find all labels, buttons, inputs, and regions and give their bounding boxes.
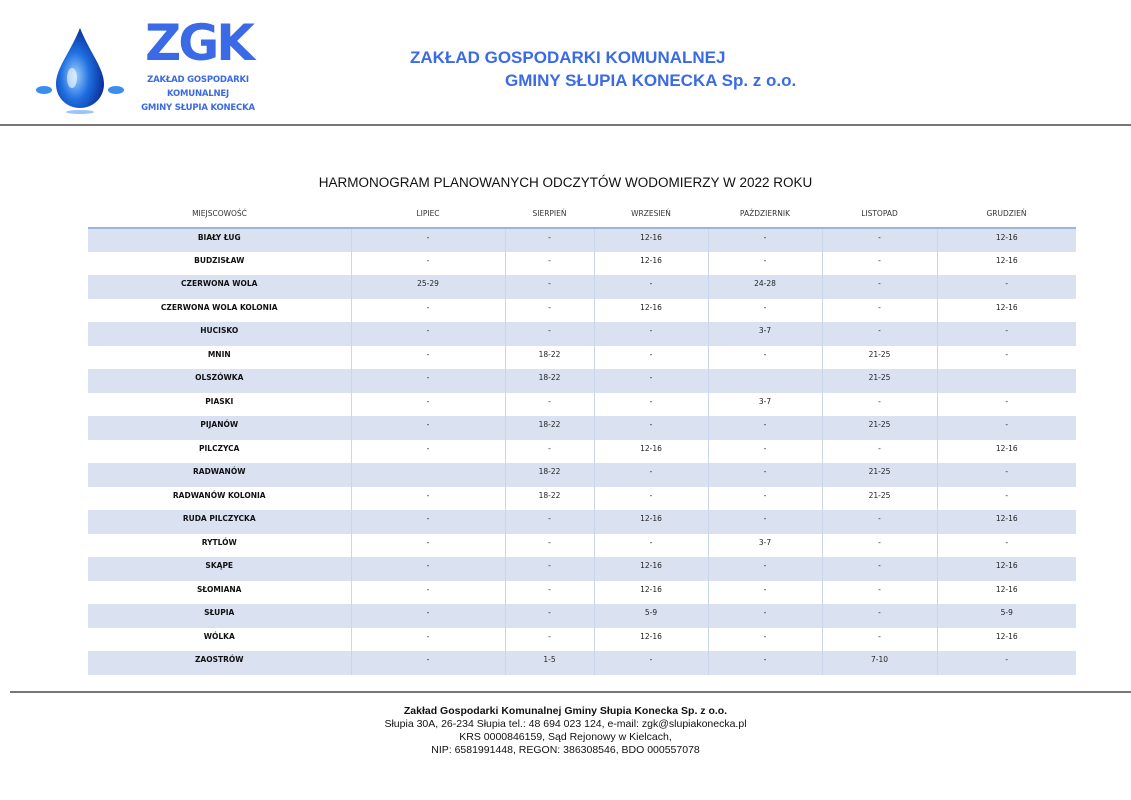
date-cell: - — [822, 534, 937, 558]
date-cell: - — [505, 628, 594, 652]
date-cell: - — [351, 604, 505, 628]
table-row — [88, 463, 1076, 487]
date-cell: - — [351, 228, 505, 252]
header-row — [88, 200, 1076, 228]
date-cell — [708, 369, 822, 393]
date-cell: - — [594, 534, 708, 558]
column-header: LISTOPAD — [822, 200, 937, 228]
date-cell: 12-16 — [937, 510, 1076, 534]
date-cell: 24-28 — [708, 275, 822, 299]
header-divider — [0, 124, 1131, 126]
date-cell: - — [708, 440, 822, 464]
date-cell: 12-16 — [594, 252, 708, 276]
locality-cell: RUDA PILCZYCKA — [88, 510, 351, 534]
date-cell: - — [594, 393, 708, 417]
locality-cell: BUDZISŁAW — [88, 252, 351, 276]
table-row — [88, 581, 1076, 605]
date-cell: - — [505, 440, 594, 464]
locality-cell: ZAOSTRÓW — [88, 651, 351, 675]
logo-line: ZAKŁAD GOSPODARKI — [147, 75, 249, 85]
date-cell: 12-16 — [937, 581, 1076, 605]
logo-mark: ZGK — [145, 14, 253, 72]
date-cell: - — [351, 557, 505, 581]
table-row — [88, 346, 1076, 370]
date-cell: - — [505, 557, 594, 581]
date-cell: 21-25 — [822, 487, 937, 511]
date-cell: - — [351, 416, 505, 440]
column-header: SIERPIEŃ — [505, 200, 594, 228]
table-row — [88, 228, 1076, 252]
date-cell: - — [937, 346, 1076, 370]
table-row — [88, 487, 1076, 511]
date-cell: 3-7 — [708, 393, 822, 417]
date-cell: - — [505, 534, 594, 558]
date-cell: - — [937, 322, 1076, 346]
date-cell: 12-16 — [594, 510, 708, 534]
footer — [0, 705, 1131, 757]
date-cell: - — [708, 463, 822, 487]
logo-line: GMINY SŁUPIA KONECKA — [141, 103, 255, 113]
table-row — [88, 393, 1076, 417]
date-cell: - — [822, 322, 937, 346]
date-cell: - — [708, 487, 822, 511]
date-cell: - — [822, 275, 937, 299]
date-cell: - — [708, 604, 822, 628]
date-cell: - — [937, 534, 1076, 558]
date-cell: - — [505, 510, 594, 534]
date-cell: - — [708, 510, 822, 534]
date-cell: - — [351, 651, 505, 675]
date-cell: - — [708, 557, 822, 581]
date-cell: 3-7 — [708, 322, 822, 346]
locality-cell: PIJANÓW — [88, 416, 351, 440]
date-cell: - — [822, 604, 937, 628]
date-cell: - — [351, 369, 505, 393]
date-cell: - — [505, 581, 594, 605]
date-cell: - — [822, 510, 937, 534]
date-cell: 3-7 — [708, 534, 822, 558]
table-row — [88, 275, 1076, 299]
date-cell: 21-25 — [822, 369, 937, 393]
date-cell: - — [937, 393, 1076, 417]
date-cell — [937, 369, 1076, 393]
date-cell: 12-16 — [937, 299, 1076, 323]
date-cell: 5-9 — [594, 604, 708, 628]
date-cell: - — [937, 651, 1076, 675]
date-cell: - — [351, 628, 505, 652]
date-cell: - — [708, 651, 822, 675]
date-cell: - — [822, 228, 937, 252]
date-cell: 12-16 — [594, 581, 708, 605]
table-row — [88, 628, 1076, 652]
date-cell: 18-22 — [505, 369, 594, 393]
footer-address: Słupia 30A, 26-234 Słupia tel.: 48 694 023 124, e-mail: zgk@slupiakonecka.pl — [384, 718, 747, 730]
date-cell: - — [351, 299, 505, 323]
date-cell: 12-16 — [937, 228, 1076, 252]
date-cell: - — [351, 581, 505, 605]
company-name-line1: ZAKŁAD GOSPODARKI KOMUNALNEJ — [410, 48, 726, 67]
date-cell: 12-16 — [594, 557, 708, 581]
date-cell: 1-5 — [505, 651, 594, 675]
logo-line: KOMUNALNEJ — [167, 89, 229, 99]
footer-krs: KRS 0000846159, Sąd Rejonowy w Kielcach, — [459, 731, 672, 743]
date-cell: 21-25 — [822, 346, 937, 370]
date-cell: 18-22 — [505, 463, 594, 487]
table-row — [88, 416, 1076, 440]
date-cell: - — [937, 487, 1076, 511]
date-cell: 25-29 — [351, 275, 505, 299]
date-cell: - — [822, 440, 937, 464]
date-cell: - — [937, 416, 1076, 440]
date-cell: - — [594, 463, 708, 487]
date-cell: - — [937, 275, 1076, 299]
locality-cell: HUCISKO — [88, 322, 351, 346]
date-cell: - — [351, 322, 505, 346]
column-header: WRZESIEŃ — [594, 200, 708, 228]
footer-company: Zakład Gospodarki Komunalnej Gminy Słupia Konecka Sp. z o.o. — [403, 705, 728, 717]
date-cell: - — [351, 487, 505, 511]
schedule-table — [88, 200, 1076, 675]
date-cell: - — [594, 651, 708, 675]
date-cell: 12-16 — [937, 557, 1076, 581]
table-row — [88, 534, 1076, 558]
locality-cell: SŁUPIA — [88, 604, 351, 628]
date-cell: - — [594, 487, 708, 511]
locality-cell: SŁOMIANA — [88, 581, 351, 605]
date-cell: 12-16 — [594, 299, 708, 323]
locality-cell: BIAŁY ŁUG — [88, 228, 351, 252]
date-cell: 12-16 — [937, 628, 1076, 652]
column-header: LIPIEC — [351, 200, 505, 228]
locality-cell: RYTLÓW — [88, 534, 351, 558]
locality-cell: PILCZYCA — [88, 440, 351, 464]
date-cell: - — [822, 628, 937, 652]
date-cell: - — [505, 252, 594, 276]
table-row — [88, 651, 1076, 675]
table-row — [88, 604, 1076, 628]
date-cell — [351, 463, 505, 487]
locality-cell: CZERWONA WOLA KOLONIA — [88, 299, 351, 323]
date-cell: 12-16 — [937, 440, 1076, 464]
date-cell: 12-16 — [594, 628, 708, 652]
column-header: PAŹDZIERNIK — [708, 200, 822, 228]
date-cell: - — [594, 322, 708, 346]
locality-cell: WÓLKA — [88, 628, 351, 652]
date-cell: - — [594, 275, 708, 299]
footer-divider — [10, 691, 1131, 693]
company-name-line2: GMINY SŁUPIA KONECKA Sp. z o.o. — [505, 71, 797, 90]
water-drop-icon — [30, 18, 130, 118]
table-row — [88, 252, 1076, 276]
footer-nip: NIP: 6581991448, REGON: 386308546, BDO 000557078 — [431, 744, 700, 756]
date-cell: - — [351, 393, 505, 417]
locality-cell: PIASKI — [88, 393, 351, 417]
date-cell: - — [822, 581, 937, 605]
date-cell: 21-25 — [822, 416, 937, 440]
date-cell: - — [505, 604, 594, 628]
table-row — [88, 369, 1076, 393]
date-cell: 18-22 — [505, 346, 594, 370]
date-cell: - — [822, 393, 937, 417]
column-header: MIEJSCOWOŚĆ — [88, 200, 351, 228]
date-cell: 12-16 — [594, 228, 708, 252]
date-cell: - — [708, 416, 822, 440]
locality-cell: MNIN — [88, 346, 351, 370]
date-cell: - — [351, 346, 505, 370]
date-cell: 12-16 — [937, 252, 1076, 276]
locality-cell: RADWANÓW KOLONIA — [88, 487, 351, 511]
date-cell: - — [505, 228, 594, 252]
date-cell: 21-25 — [822, 463, 937, 487]
locality-cell: CZERWONA WOLA — [88, 275, 351, 299]
document-title: HARMONOGRAM PLANOWANYCH ODCZYTÓW WODOMIERZY W 2022 ROKU — [318, 175, 813, 190]
date-cell: - — [708, 581, 822, 605]
date-cell: - — [708, 228, 822, 252]
date-cell: - — [351, 440, 505, 464]
date-cell: - — [822, 252, 937, 276]
table-row — [88, 510, 1076, 534]
date-cell: - — [351, 510, 505, 534]
table-row — [88, 440, 1076, 464]
date-cell: 18-22 — [505, 416, 594, 440]
date-cell: - — [505, 393, 594, 417]
date-cell: - — [708, 628, 822, 652]
date-cell: - — [822, 557, 937, 581]
table-row — [88, 557, 1076, 581]
date-cell: 7-10 — [822, 651, 937, 675]
table-row — [88, 322, 1076, 346]
locality-cell: SKĄPE — [88, 557, 351, 581]
date-cell: 5-9 — [937, 604, 1076, 628]
date-cell: - — [505, 299, 594, 323]
date-cell: - — [708, 299, 822, 323]
locality-cell: RADWANÓW — [88, 463, 351, 487]
date-cell: - — [505, 275, 594, 299]
date-cell: - — [708, 346, 822, 370]
date-cell: 12-16 — [594, 440, 708, 464]
date-cell: - — [594, 416, 708, 440]
date-cell: - — [505, 322, 594, 346]
date-cell: - — [708, 252, 822, 276]
date-cell: - — [594, 369, 708, 393]
date-cell: - — [937, 463, 1076, 487]
date-cell: - — [822, 299, 937, 323]
date-cell: 18-22 — [505, 487, 594, 511]
date-cell: - — [351, 252, 505, 276]
locality-cell: OLSZÓWKA — [88, 369, 351, 393]
company-logo — [30, 14, 260, 118]
date-cell: - — [351, 534, 505, 558]
date-cell: - — [594, 346, 708, 370]
column-header: GRUDZIEŃ — [937, 200, 1076, 228]
table-row — [88, 299, 1076, 323]
